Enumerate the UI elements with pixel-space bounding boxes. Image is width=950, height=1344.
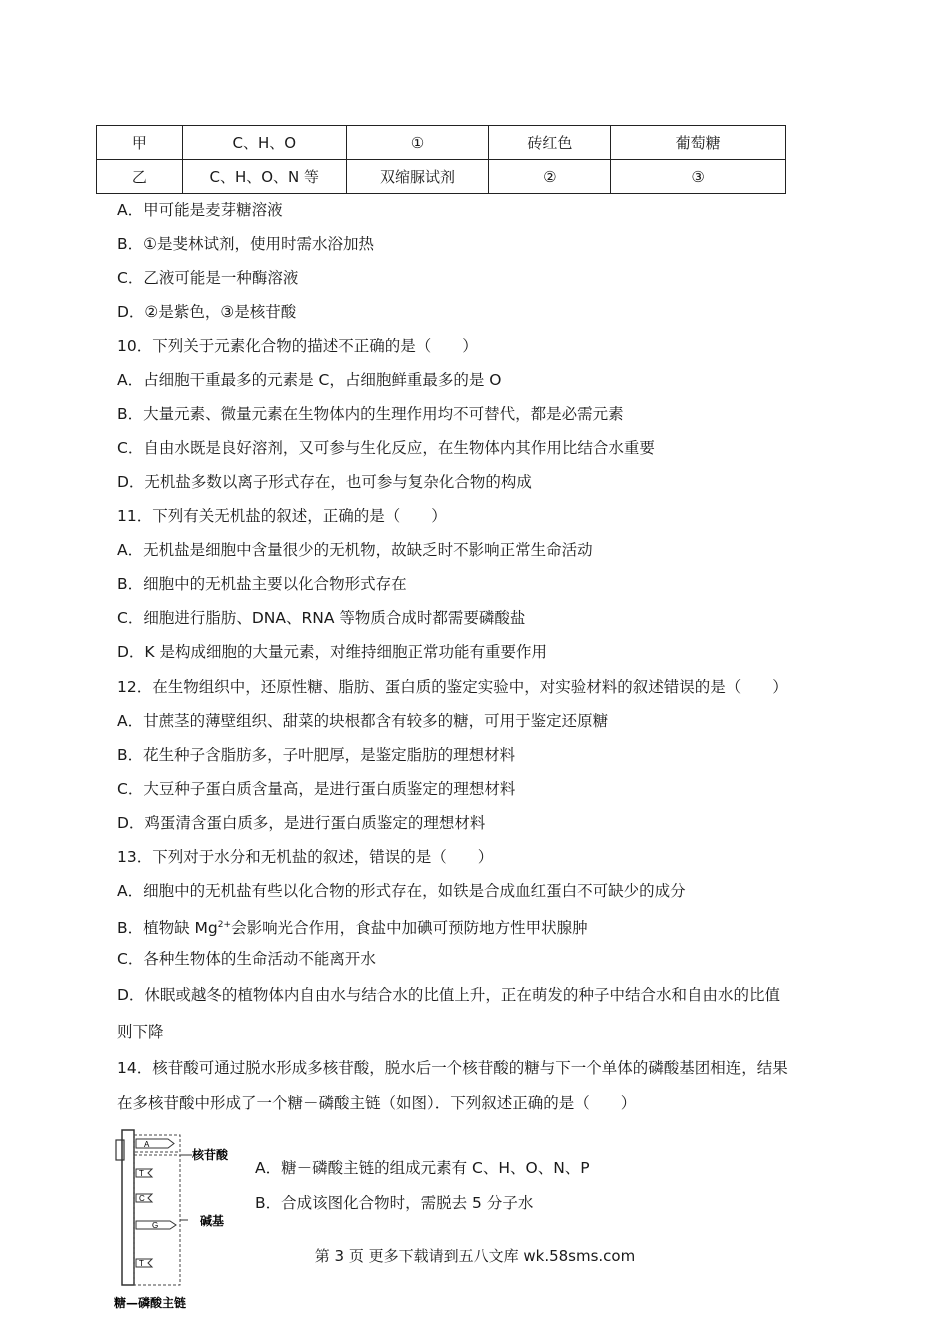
- q11-option-d: D．K 是构成细胞的大量元素，对维持细胞正常功能有重要作用: [117, 643, 548, 661]
- table-row: [97, 126, 786, 160]
- polynucleotide-diagram: [112, 1125, 262, 1315]
- q10-stem: 10．下列关于元素化合物的描述不正确的是（ ）: [117, 337, 478, 355]
- table-cell: 乙: [97, 160, 183, 194]
- q9-option-a: A．甲可能是麦芽糖溶液: [117, 201, 283, 219]
- base-tag-a: [136, 1139, 174, 1149]
- q13-option-d-cont: 则下降: [117, 1023, 164, 1041]
- q11-option-a: A．无机盐是细胞中含量很少的无机物，故缺乏时不影响正常生命活动: [117, 541, 593, 559]
- table-row: [97, 160, 786, 194]
- label-backbone: 糖—磷酸主链: [114, 1296, 187, 1310]
- q12-option-a: A．甘蔗茎的薄壁组织、甜菜的块根都含有较多的糖，可用于鉴定还原糖: [117, 712, 609, 730]
- q10-option-c: C．自由水既是良好溶剂，又可参与生化反应，在生物体内其作用比结合水重要: [117, 439, 655, 457]
- q13-option-a: A．细胞中的无机盐有些以化合物的形式存在，如铁是合成血红蛋白不可缺少的成分: [117, 882, 686, 900]
- q12-option-c: C．大豆种子蛋白质含量高，是进行蛋白质鉴定的理想材料: [117, 780, 516, 798]
- q13-option-b-pre: B．植物缺 Mg: [117, 919, 218, 937]
- q10-option-a: A．占细胞干重最多的元素是 C，占细胞鲜重最多的是 O: [117, 371, 502, 389]
- backbone-end: [116, 1140, 124, 1160]
- q14-option-a: A．糖－磷酸主链的组成元素有 C、H、O、N、P: [255, 1159, 590, 1177]
- q10-option-d: D．无机盐多数以离子形式存在，也可参与复杂化合物的构成: [117, 473, 532, 491]
- q9-option-c: C．乙液可能是一种酶溶液: [117, 269, 299, 287]
- table-cell: ②: [489, 160, 611, 194]
- q12-option-d: D．鸡蛋清含蛋白质多，是进行蛋白质鉴定的理想材料: [117, 814, 486, 832]
- table-cell: C、H、O、N 等: [182, 160, 346, 194]
- base-tag-t1: [136, 1169, 152, 1178]
- base-label: G: [152, 1221, 159, 1230]
- label-base: 碱基: [200, 1214, 225, 1228]
- base-label: C: [139, 1194, 145, 1203]
- table-cell: 砖红色: [489, 126, 611, 160]
- q11-stem: 11．下列有关无机盐的叙述，正确的是（ ）: [117, 507, 447, 525]
- table-cell: C、H、O: [182, 126, 346, 160]
- q13-option-b: [117, 915, 588, 938]
- q14-stem-cont: 在多核苷酸中形成了一个糖－磷酸主链（如图）．下列叙述正确的是（ ）: [117, 1094, 637, 1112]
- q11-option-c: C．细胞进行脂肪、DNA、RNA 等物质合成时都需要磷酸盐: [117, 609, 526, 627]
- nucleotide-box: [134, 1135, 180, 1152]
- table-cell: 双缩脲试剂: [346, 160, 489, 194]
- table-cell: ③: [611, 160, 786, 194]
- label-nucleotide: 核苷酸: [192, 1148, 229, 1162]
- q9-option-b: B．①是斐林试剂，使用时需水浴加热: [117, 235, 375, 253]
- base-label: T: [139, 1169, 144, 1178]
- superscript: 2+: [217, 920, 232, 930]
- q9-option-d: D．②是紫色，③是核苷酸: [117, 303, 297, 321]
- reagent-table: [96, 125, 786, 194]
- base-label: T: [139, 1259, 144, 1268]
- base-tag-g: [136, 1221, 176, 1230]
- table-cell: ①: [346, 126, 489, 160]
- q14-stem: 14．核苷酸可通过脱水形成多核苷酸，脱水后一个核苷酸的糖与下一个单体的磷酸基团相连，结果: [117, 1059, 788, 1077]
- q13-option-b-post: 会影响光合作用，食盐中加碘可预防地方性甲状腺肿: [231, 919, 588, 937]
- table-cell: 葡萄糖: [611, 126, 786, 160]
- table-cell: 甲: [97, 126, 183, 160]
- q13-option-d: D．休眠或越冬的植物体内自由水与结合水的比值上升，正在萌发的种子中结合水和自由水的比值: [117, 986, 780, 1004]
- q12-option-b: B．花生种子含脂肪多，子叶肥厚，是鉴定脂肪的理想材料: [117, 746, 516, 764]
- q11-option-b: B．细胞中的无机盐主要以化合物形式存在: [117, 575, 407, 593]
- q10-option-b: B．大量元素、微量元素在生物体内的生理作用均不可替代，都是必需元素: [117, 405, 624, 423]
- q12-stem: 12．在生物组织中，还原性糖、脂肪、蛋白质的鉴定实验中，对实验材料的叙述错误的是（ ）: [117, 678, 788, 696]
- page-footer: 第 3 页 更多下载请到五八文库 wk.58sms.com: [314, 1247, 636, 1265]
- q13-stem: 13．下列对于水分和无机盐的叙述，错误的是（ ）: [117, 848, 494, 866]
- base-tag-c: [136, 1194, 152, 1203]
- q13-option-c: C．各种生物体的生命活动不能离开水: [117, 950, 376, 968]
- q14-option-b: B．合成该图化合物时，需脱去 5 分子水: [255, 1194, 534, 1212]
- base-label: A: [144, 1140, 150, 1149]
